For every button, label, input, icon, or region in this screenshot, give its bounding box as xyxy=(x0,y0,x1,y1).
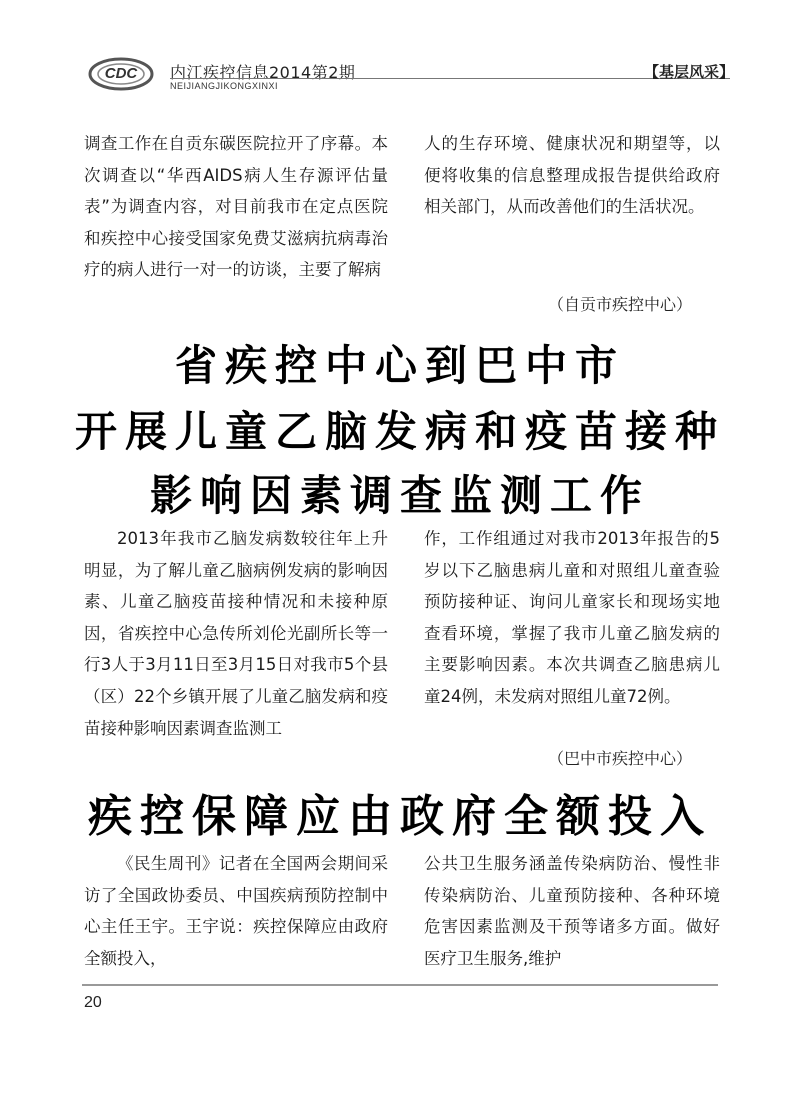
article1-left-column xyxy=(84,128,388,286)
article2-right-text: 作，工作组通过对我市2013年报告的5岁以下乙脑患病儿童和对照组儿童查验预防接种证、询问儿童家长和现场实地查看环境，掌握了我市儿童乙脑发病的主要影响因素。本次共调查乙脑患病儿童24例，未发病对照组儿童72例。 xyxy=(424,529,720,706)
cdc-logo xyxy=(86,50,156,94)
article3-right-text: 公共卫生服务涵盖传染病防治、慢性非传染病防治、儿童预防接种、各种环境危害因素监测及干预等诸多方面。做好医疗卫生服务,维护 xyxy=(424,854,720,968)
article2-left-column xyxy=(84,523,388,744)
page-header xyxy=(0,0,800,100)
article3-left-column xyxy=(84,848,388,974)
journal-subtitle: NEIJIANGJIKONGXINXI xyxy=(170,81,279,91)
page-number: 20 xyxy=(84,994,102,1011)
article3-headline: 疾控保障应由政府全额投入 xyxy=(88,791,712,842)
journal-title: 内江疾控信息2014第2期 xyxy=(170,63,356,82)
logo-text: CDC xyxy=(104,65,138,82)
article3-right-column xyxy=(424,848,720,974)
article1-right-column xyxy=(424,128,720,223)
article2-headline-line1: 省疾控中心到巴中市 xyxy=(174,341,625,390)
article2-headline-line2: 开展儿童乙脑发病和疫苗接种 xyxy=(74,407,725,456)
article2-left-text: 2013年我市乙脑发病数较往年上升明显，为了解儿童乙脑病例发病的影响因素、儿童乙脑疫苗接种情况和未接种原因，省疾控中心急传所刘伦光副所长等一行3人于3月11日至3月15日对我市5个县（区）22个乡镇开展了儿童乙脑发病和疫苗接种影响因素调查监测工 xyxy=(84,529,388,738)
section-label: 【基层风采】 xyxy=(643,63,734,81)
article1-source: （自贡市疾控中心） xyxy=(548,295,693,314)
article3-left-text: 《民生周刊》记者在全国两会期间采访了全国政协委员、中国疾病预防控制中心主任王宇。王宇说：疾控保障应由政府全额投入， xyxy=(84,854,388,968)
article1-left-text: 调查工作在自贡东碳医院拉开了序幕。本次调查以“华西AIDS病人生存源评估量表”为调查内容，对目前我市在定点医院和疾控中心接受国家免费艾滋病抗病毒治疗的病人进行一对一的访谈，主要了解病 xyxy=(84,134,388,280)
article2-right-column xyxy=(424,523,720,713)
article2-headline-line3: 影响因素调查监测工作 xyxy=(149,471,650,520)
article1-right-text: 人的生存环境、健康状况和期望等，以便将收集的信息整理成报告提供给政府相关部门，从而改善他们的生活状况。 xyxy=(424,134,720,217)
footer-rule xyxy=(82,984,718,986)
article2-source: （巴中市疾控中心） xyxy=(548,749,693,768)
